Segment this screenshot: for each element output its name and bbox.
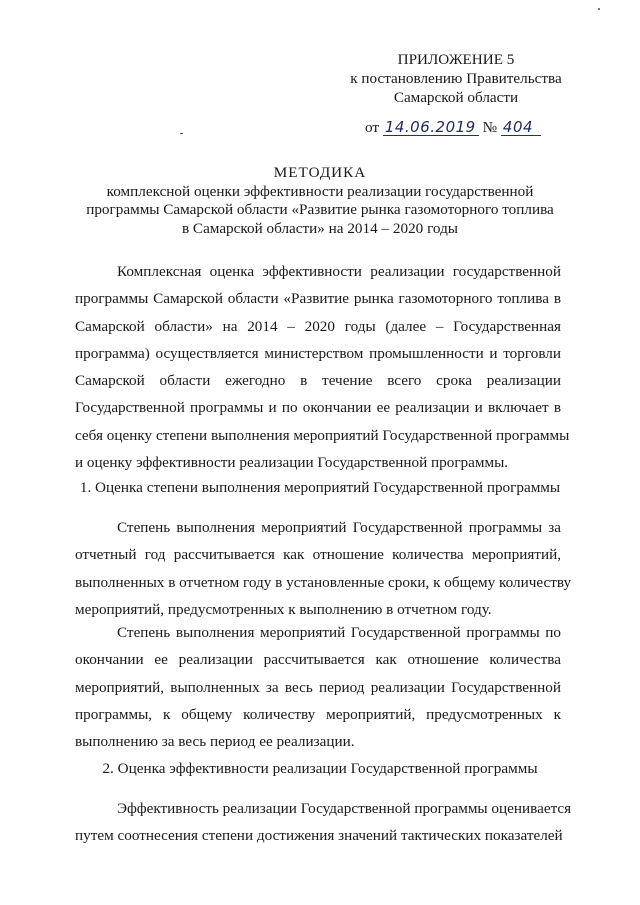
paragraph-line: окончании ее реализации рассчитывается как отношение количества [75, 651, 561, 669]
section-1-paragraph-1 [75, 514, 572, 623]
appendix-header [350, 50, 562, 107]
date-prefix: от [365, 119, 380, 136]
appendix-resolution: к постановлению Правительства [350, 70, 562, 87]
paragraph-line: программа) осуществляется министерством промышленности и торговли [75, 344, 561, 362]
paragraph-line: выполнению за весь период ее реализации. [75, 733, 355, 751]
title-line: комплексной оценки эффективности реализации государственной [106, 182, 534, 200]
appendix-region: Самарской области [393, 89, 519, 106]
number-label: № [482, 119, 498, 136]
paragraph-line: Государственной программы и по окончании ее реализации и включает в [75, 399, 561, 417]
paragraph-line: Степень выполнения мероприятий Государственной программы за [117, 519, 561, 536]
paragraph-line: отчетный год рассчитывается как отношение количества мероприятий, [75, 546, 561, 564]
section-2-heading: 2. Оценка эффективности реализации Государственной программы [102, 760, 538, 777]
title-heading: МЕТОДИКА [273, 164, 367, 181]
paragraph-line: Самарской области ежегодно в течение всего срока реализации [75, 372, 561, 390]
scan-speck [598, 8, 600, 10]
section-1-paragraph-2 [75, 619, 561, 755]
paragraph-line: себя оценку степени выполнения мероприятий Государственной программы [75, 426, 570, 444]
paragraph-line: Эффективность реализации Государственной программы оценивается [117, 800, 572, 817]
paragraph-line: мероприятий, предусмотренных к выполнению в отчетном году. [75, 600, 492, 618]
intro-paragraph [75, 258, 570, 476]
paragraph-line: путем соотнесения степени достижения значений тактических показателей [75, 827, 563, 845]
paragraph-line: и оценку эффективности реализации Государственной программы. [75, 454, 509, 472]
paragraph-line: выполненных в отчетном году в установленные сроки, к общему количеству [75, 573, 572, 591]
paragraph-line: мероприятий, выполненных за весь период реализации Государственной [75, 678, 561, 696]
paragraph-line: Степень выполнения мероприятий Государственной программы по [117, 624, 561, 641]
resolution-date-line [365, 118, 580, 138]
paragraph-line: Комплексная оценка эффективности реализации государственной [117, 263, 561, 280]
scan-speck [180, 133, 183, 134]
handwritten-date: 14.06.2019 [383, 120, 479, 136]
appendix-number: ПРИЛОЖЕНИЕ 5 [397, 51, 515, 68]
handwritten-number: 404 [501, 120, 541, 136]
paragraph-line: Самарской области» на 2014 – 2020 годы (далее – Государственная [75, 317, 561, 335]
section-2-paragraph-1 [75, 795, 572, 850]
section-1-heading: 1. Оценка степени выполнения мероприятий Государственной программы [79, 479, 561, 496]
paragraph-line: программы, к общему количеству мероприятий, предусмотренных к [75, 705, 561, 723]
title-line: программы Самарской области «Развитие рынка газомоторного топлива [86, 201, 554, 218]
paragraph-line: программы Самарской области «Развитие рынка газомоторного топлива в [75, 290, 561, 308]
document-title [0, 164, 640, 238]
title-line: в Самарской области» на 2014 – 2020 годы [181, 219, 459, 237]
